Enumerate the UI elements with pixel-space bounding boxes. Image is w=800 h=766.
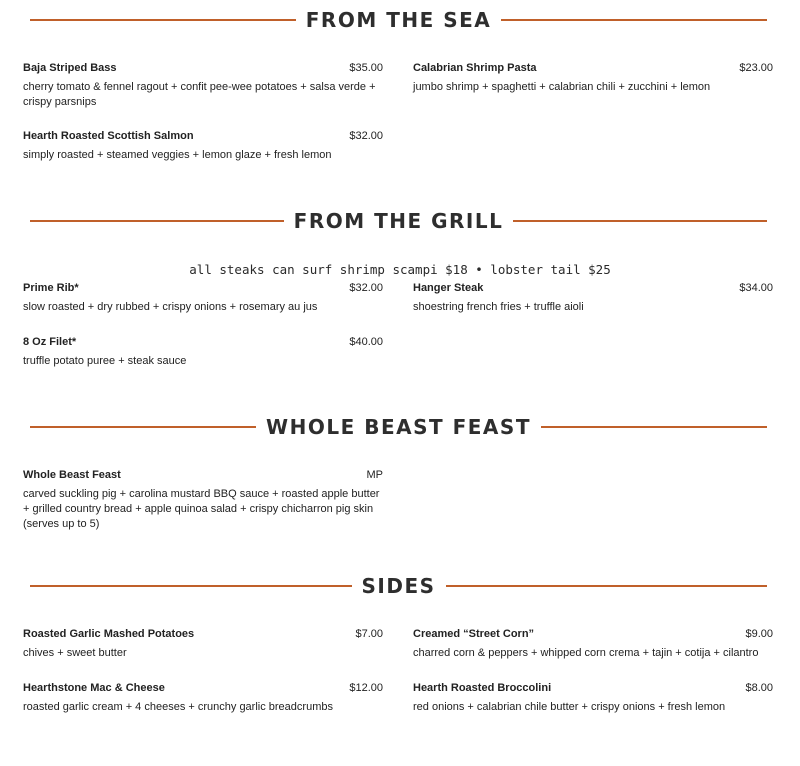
menu-item-scottish-salmon xyxy=(23,130,383,163)
item-price: $34.00 xyxy=(739,282,773,294)
item-description: cherry tomato & fennel ragout + confit pee-wee potatoes + salsa verde + crispy parsnips xyxy=(23,81,376,108)
item-description: jumbo shrimp + spaghetti + calabrian chili + zucchini + lemon xyxy=(413,81,711,93)
item-description: truffle potato puree + steak sauce xyxy=(23,355,187,367)
item-name: Prime Rib* xyxy=(23,282,79,294)
divider-rule xyxy=(501,19,767,21)
item-price: $32.00 xyxy=(349,130,383,142)
item-description: shoestring french fries + truffle aioli xyxy=(413,301,584,313)
item-name: Hearth Roasted Scottish Salmon xyxy=(23,130,194,142)
item-description: carved suckling pig + carolina mustard BBQ sauce + roasted apple butter + grilled country bread + apple quinoa salad + crispy chicharron pig skin (serves up to 5) xyxy=(23,488,380,530)
divider-rule xyxy=(30,585,352,587)
menu-item-mac-and-cheese xyxy=(23,682,383,715)
item-description: simply roasted + steamed veggies + lemon glaze + fresh lemon xyxy=(23,149,332,161)
item-price: $12.00 xyxy=(349,682,383,694)
divider-rule xyxy=(513,220,767,222)
item-description: roasted garlic cream + 4 cheeses + crunchy garlic breadcrumbs xyxy=(23,701,333,713)
divider-rule xyxy=(30,220,284,222)
divider-rule xyxy=(30,426,256,428)
menu-item-prime-rib xyxy=(23,282,383,315)
item-name: Calabrian Shrimp Pasta xyxy=(413,62,537,74)
section-title-sea: FROM THE SEA xyxy=(305,8,492,32)
item-price: $23.00 xyxy=(739,62,773,74)
item-description: chives + sweet butter xyxy=(23,647,127,659)
section-title-beast: WHOLE BEAST FEAST xyxy=(266,415,531,439)
section-header-grill xyxy=(30,206,767,236)
menu-item-baja-striped-bass xyxy=(23,62,383,110)
item-name: Hearthstone Mac & Cheese xyxy=(23,682,165,694)
section-title-grill: FROM THE GRILL xyxy=(293,209,504,233)
menu-item-street-corn xyxy=(413,628,773,661)
item-price: $7.00 xyxy=(355,628,383,640)
menu-item-broccolini xyxy=(413,682,773,715)
item-name: Hanger Steak xyxy=(413,282,484,294)
item-name: Whole Beast Feast xyxy=(23,469,121,481)
section-header-sea xyxy=(30,5,767,35)
item-name: Baja Striped Bass xyxy=(23,62,117,74)
divider-rule xyxy=(30,19,296,21)
item-name: Hearth Roasted Broccolini xyxy=(413,682,552,694)
item-price: $8.00 xyxy=(745,682,773,694)
menu-item-whole-beast-feast xyxy=(23,469,383,532)
divider-rule xyxy=(541,426,767,428)
item-name: Roasted Garlic Mashed Potatoes xyxy=(23,628,195,640)
section-title-sides: SIDES xyxy=(361,574,436,598)
item-price: MP xyxy=(366,469,383,481)
item-price: $9.00 xyxy=(745,628,773,640)
menu-item-hanger-steak xyxy=(413,282,773,315)
item-description: red onions + calabrian chile butter + crispy onions + fresh lemon xyxy=(413,701,726,713)
item-name: 8 Oz Filet* xyxy=(23,336,77,348)
item-price: $35.00 xyxy=(349,62,383,74)
menu-item-calabrian-shrimp-pasta xyxy=(413,62,773,95)
item-description: slow roasted + dry rubbed + crispy onions + rosemary au jus xyxy=(23,301,318,313)
item-description: charred corn & peppers + whipped corn crema + tajin + cotija + cilantro xyxy=(413,647,759,659)
item-name: Creamed “Street Corn” xyxy=(413,628,535,640)
grill-surf-note: all steaks can surf shrimp scampi $18 • lobster tail $25 xyxy=(189,262,611,277)
item-price: $32.00 xyxy=(349,282,383,294)
menu-item-filet xyxy=(23,336,383,369)
divider-rule xyxy=(446,585,768,587)
section-header-sides xyxy=(30,571,767,601)
section-header-beast xyxy=(30,412,767,442)
item-price: $40.00 xyxy=(349,336,383,348)
menu-item-mashed-potatoes xyxy=(23,628,383,661)
